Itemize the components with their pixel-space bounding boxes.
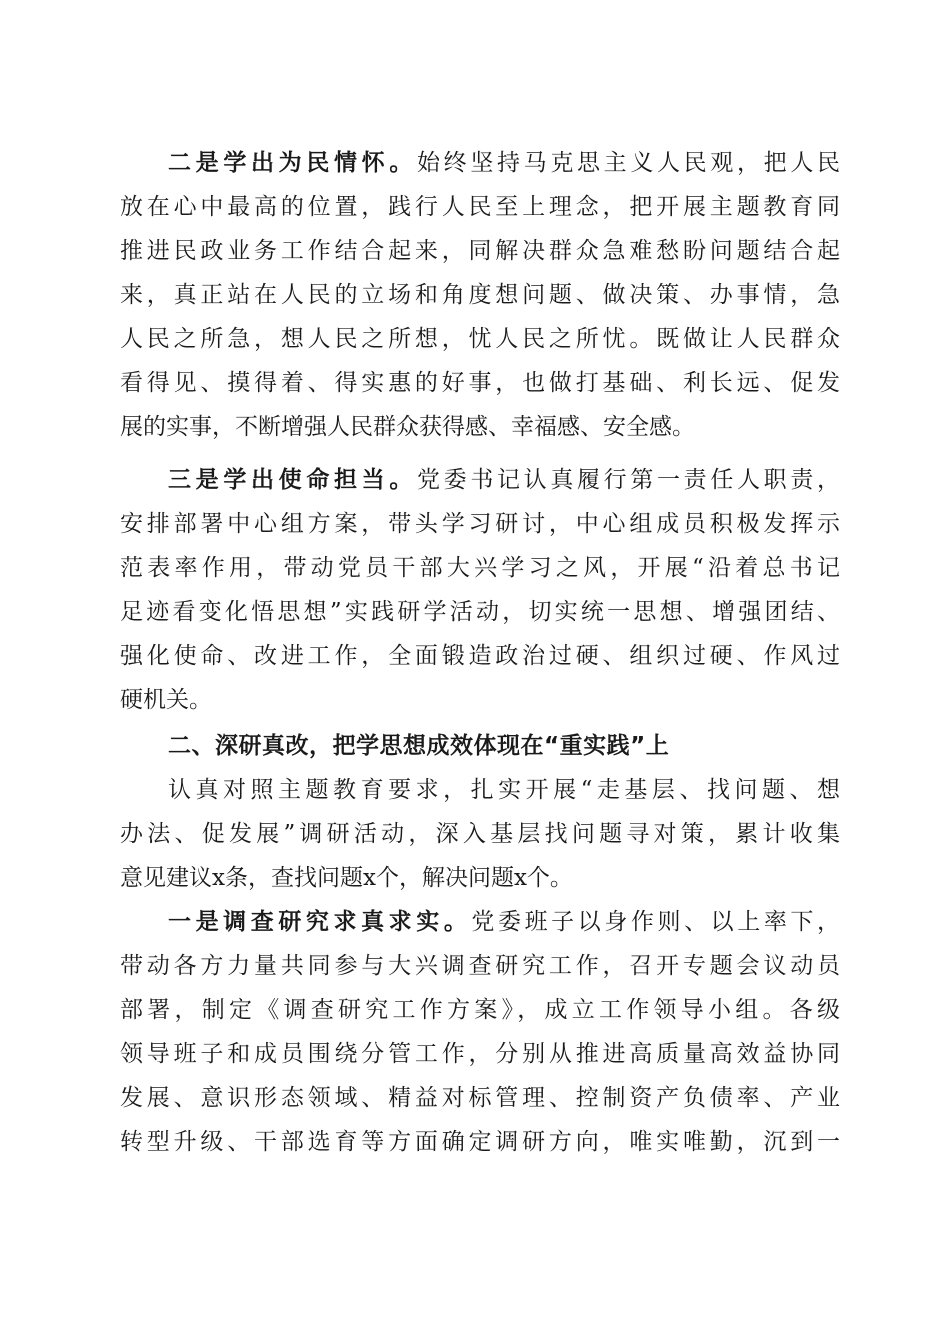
paragraph-2-text: 党委书记认真履行第一责任人职责， [417,467,841,493]
paragraph-1-line-1 [168,141,840,185]
paragraph-4-text: 党委班子以身作则、以上率下， [471,909,841,935]
paragraph-1-line-7: 展的实事，不断增强人民群众获得感、幸福感、安全感。 [120,414,695,440]
paragraph-1-line-2: 放在心中最高的位置，践行人民至上理念，把开展主题教育同 [120,194,840,220]
paragraph-2-line-1 [168,458,840,502]
paragraph-3-line-1: 认真对照主题教育要求，扎实开展“走基层、找问题、想 [168,777,840,803]
paragraph-3-line-2: 办法、促发展”调研活动，深入基层找问题寻对策，累计收集 [120,821,840,847]
section-heading: 二、深研真改，把学思想成效体现在“重实践”上 [168,733,670,759]
paragraph-4-lead: 一是调查研究求真求实。 [168,908,472,935]
paragraph-1-text: 始终坚持马克思主义人民观，把人民 [417,150,841,176]
paragraph-1-line-6: 看得见、摸得着、得实惠的好事，也做打基础、利长远、促发 [120,370,840,396]
paragraph-1-lead: 二是学出为民情怀。 [168,149,417,176]
paragraph-2-line-2: 安排部署中心组方案，带头学习研讨，中心组成员积极发挥示 [120,511,840,537]
paragraph-4-line-2: 带动各方力量共同参与大兴调查研究工作，召开专题会议动员 [120,953,840,979]
paragraph-2-line-5: 强化使命、改进工作，全面锻造政治过硬、组织过硬、作风过 [120,643,840,669]
paragraph-2-line-3: 范表率作用，带动党员干部大兴学习之风，开展“沿着总书记 [120,555,840,581]
paragraph-2-lead: 三是学出使命担当。 [168,466,417,493]
paragraph-4-line-1 [168,900,840,944]
paragraph-1-line-4: 来，真正站在人民的立场和角度想问题、做决策、办事情，急 [120,282,840,308]
paragraph-1-line-3: 推进民政业务工作结合起来，同解决群众急难愁盼问题结合起 [120,238,840,264]
paragraph-4-line-6: 转型升级、干部选育等方面确定调研方向，唯实唯勤，沉到一 [120,1129,840,1155]
paragraph-4-line-3: 部署，制定《调查研究工作方案》，成立工作领导小组。各级 [120,997,840,1023]
paragraph-1-line-5: 人民之所急，想人民之所想，忧人民之所忧。既做让人民群众 [120,326,840,352]
paragraph-2-line-6: 硬机关。 [120,687,212,713]
paragraph-4-line-5: 发展、意识形态领域、精益对标管理、控制资产负债率、产业 [120,1085,840,1111]
paragraph-3-line-3: 意见建议x条，查找问题x个，解决问题x个。 [120,865,573,891]
paragraph-2-line-4: 足迹看变化悟思想”实践研学活动，切实统一思想、增强团结、 [120,599,840,625]
paragraph-4-line-4: 领导班子和成员围绕分管工作，分别从推进高质量高效益协同 [120,1041,840,1067]
